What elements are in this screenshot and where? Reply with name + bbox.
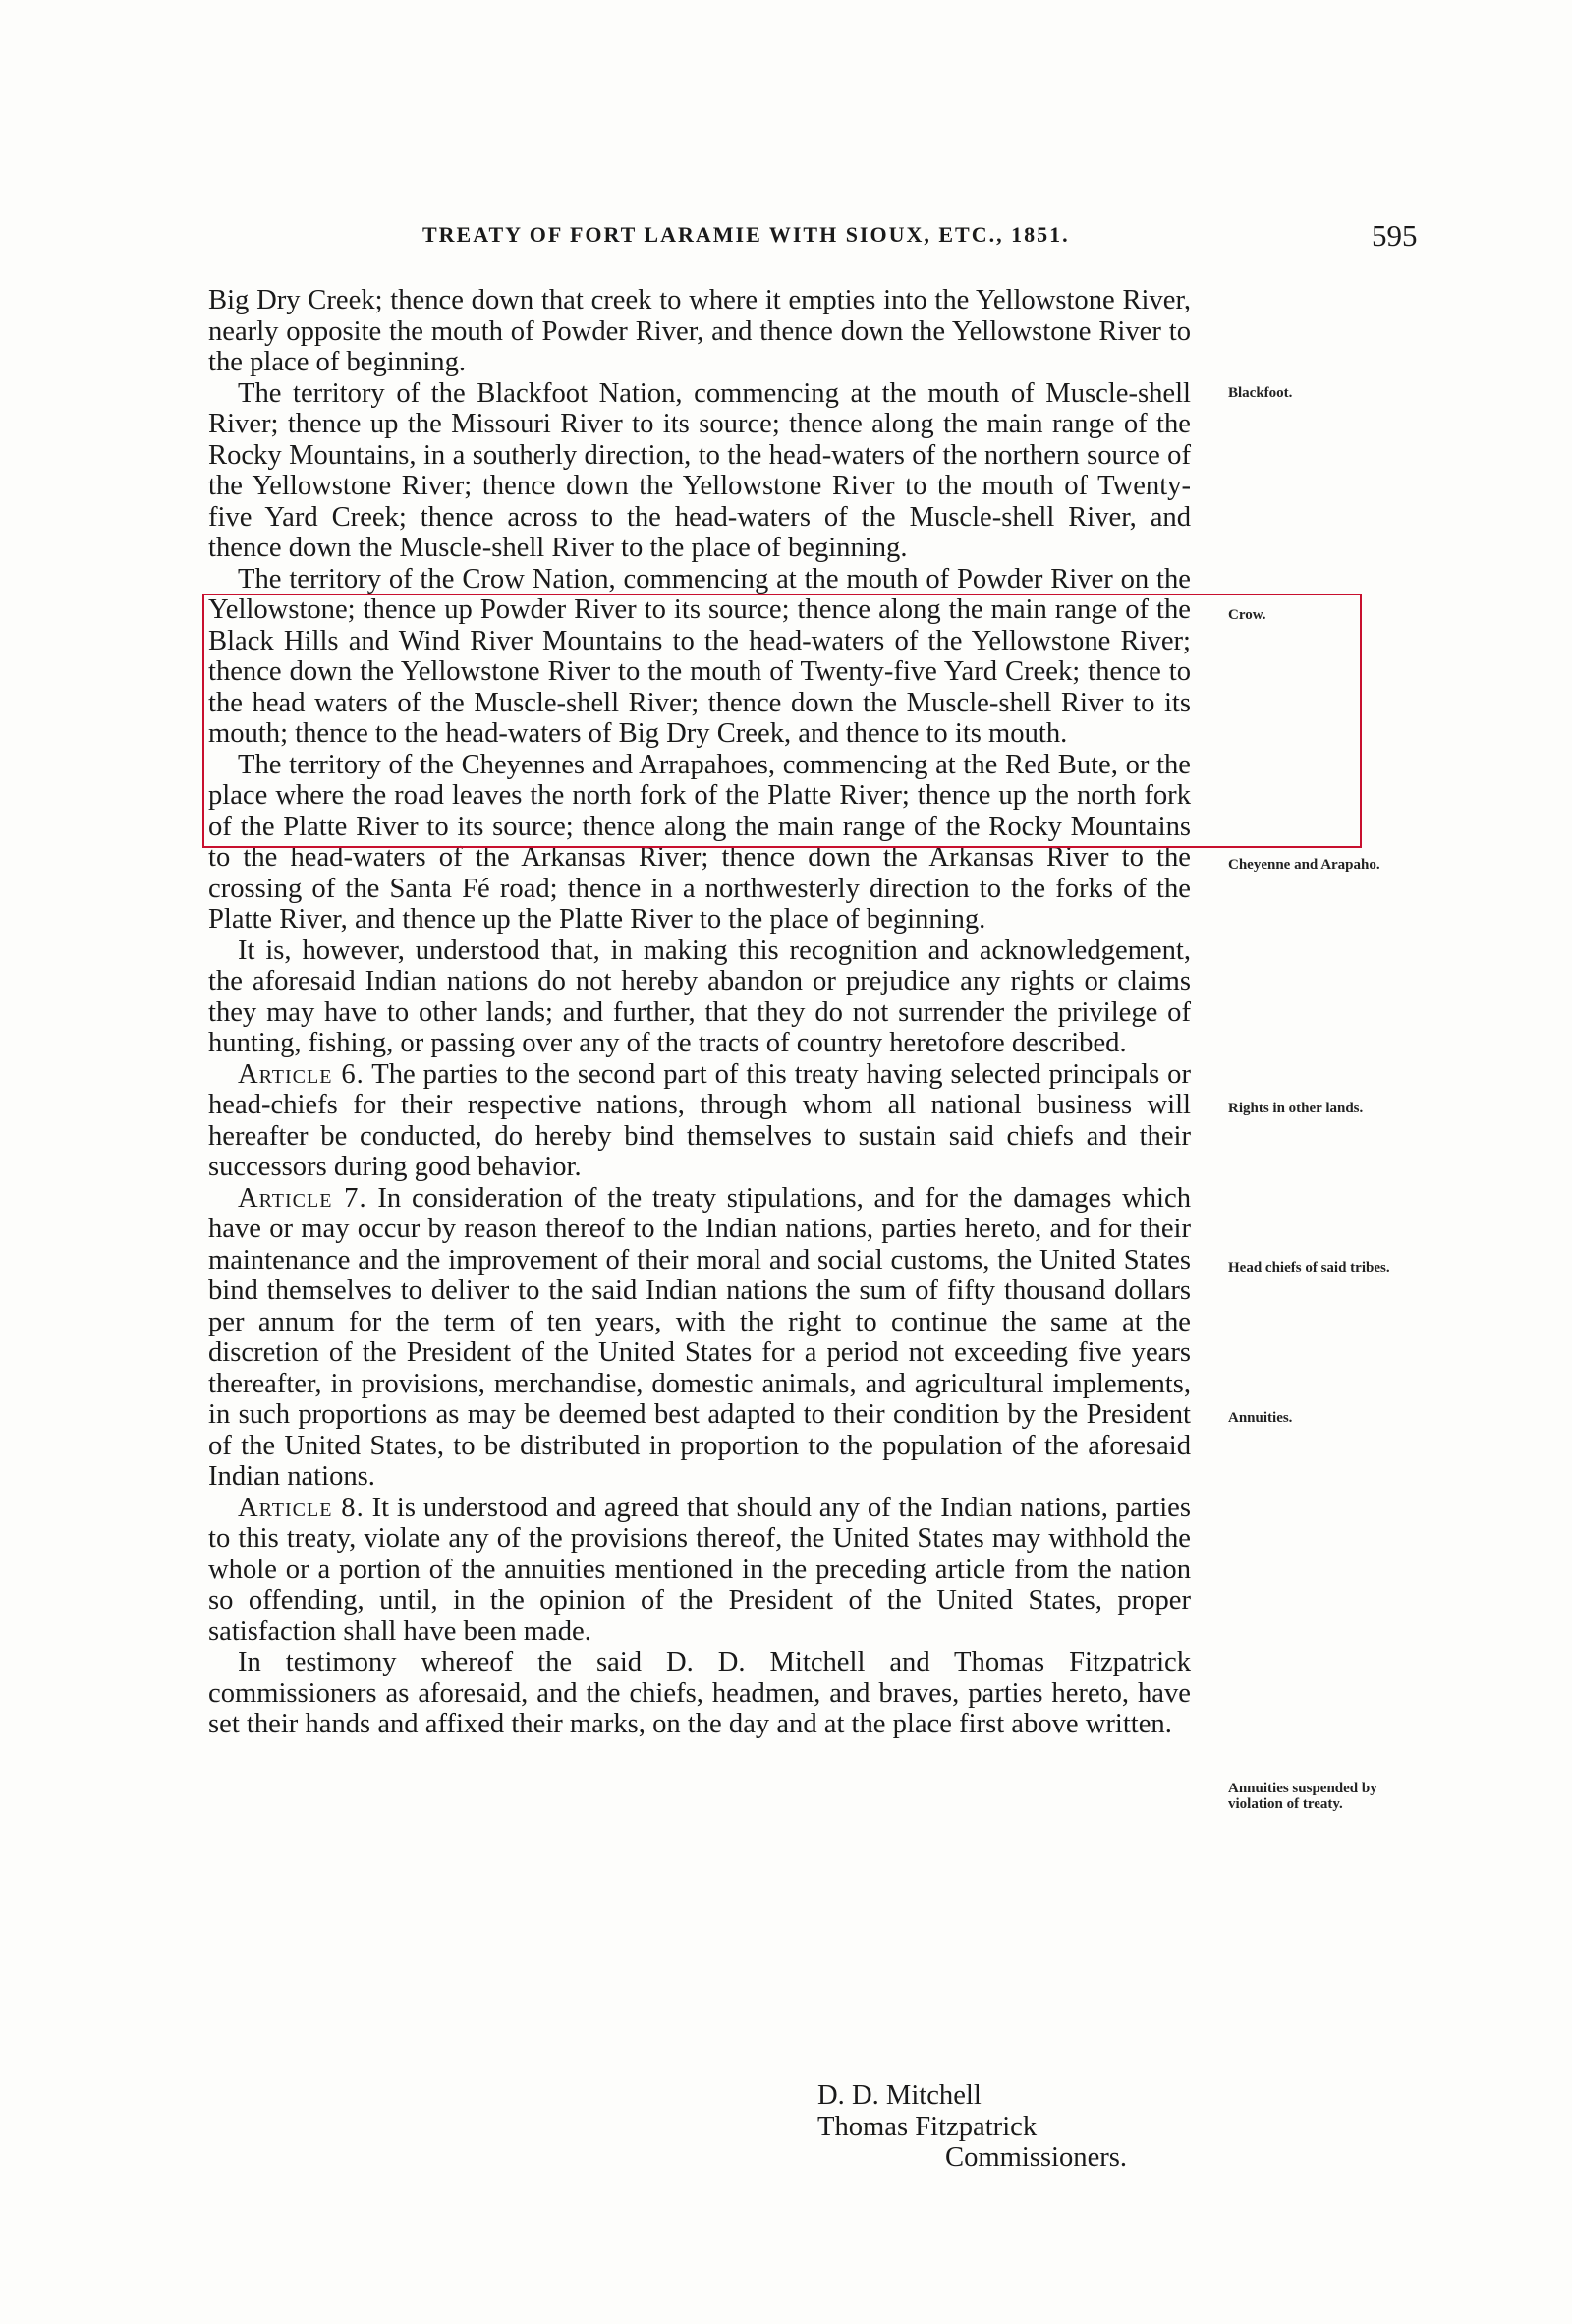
margin-note-crow: Crow. xyxy=(1228,607,1266,623)
paragraph-testimony: In testimony whereof the said D. D. Mitchell and Thomas Fitzpatrick commissioners as aforesaid, and the chiefs, headmen, and braves, parties hereto, have set their hands and affixed their marks, on the day and at the place first above written. xyxy=(208,1647,1191,1739)
article-8-label: Article 8. xyxy=(238,1492,365,1523)
paragraph-article-8 xyxy=(208,1493,1191,1648)
paragraph-rights-other-lands: It is, however, understood that, in making this recognition and acknowledgement, the aforesaid Indian nations do not hereby abandon or prejudice any rights or claims they may have to other lands; and further, that they do not surrender the privilege of hunting, fishing, or passing over any of the tracts of country heretofore described. xyxy=(208,935,1191,1058)
article-7-text: In consideration of the treaty stipulations, and for the damages which have or may occur by reason thereof to the Indian nations, parties hereto, and for their maintenance and the improvement of their moral and social customs, the United States bind themselves to deliver to the said Indian nations the sum of fifty thousand dollars per annum for the term of ten years, with the right to continue the same at the discretion of the President of the United States for a period not exceeding five years thereafter, in provisions, merchandise, domestic animals, and agricultural implements, in such proportions as may be deemed best adapted to their condition by the President of the United States, to be distributed in proportion to the population of the aforesaid Indian nations. xyxy=(208,1182,1191,1492)
article-7-label: Article 7. xyxy=(238,1182,367,1214)
signature-fitzpatrick: Thomas Fitzpatrick xyxy=(817,2111,1038,2142)
signature-role: Commissioners. xyxy=(945,2142,1128,2173)
article-6-label: Article 6. xyxy=(238,1058,365,1090)
article-6-text: The parties to the second part of this treaty having selected principals or head-chiefs for their respective nations, through whom all national business will hereafter be conducted, do hereby bind themselves to sustain said chiefs and their successors during good behavior. xyxy=(208,1058,1191,1182)
article-8-text: It is understood and agreed that should any of the Indian nations, parties to this treaty, violate any of the provisions thereof, the United States may withhold the whole or a portion of the annuities mentioned in the preceding article from the nation so offending, until, in the opinion of the President of the United States, proper satisfaction shall have been made. xyxy=(208,1492,1191,1647)
paragraph-big-dry-creek: Big Dry Creek; thence down that creek to where it empties into the Yellowstone River, nearly opposite the mouth of Powder River, and thence down the Yellowstone River to the place of beginning. xyxy=(208,285,1191,377)
paragraph-crow-territory: The territory of the Crow Nation, commencing at the mouth of Powder River on the Yellowstone; thence up Powder River to its source; thence along the main range of the Black Hills and Wind River Mountains to the head-waters of the Yellowstone River; thence down the Yellowstone River to the mouth of Twenty-five Yard Creek; thence to the head waters of the Muscle-shell River; thence down the Muscle-shell River to its mouth; thence to the head-waters of Big Dry Creek, and thence to its mouth. xyxy=(208,563,1191,749)
margin-note-annuities-suspended: Annuities suspended by violation of treaty. xyxy=(1228,1781,1377,1812)
paragraph-article-6 xyxy=(208,1059,1191,1183)
margin-note-head-chiefs: Head chiefs of said tribes. xyxy=(1228,1260,1390,1275)
margin-note-cheyenne-arapaho: Cheyenne and Arapaho. xyxy=(1228,857,1380,873)
treaty-text-column xyxy=(208,285,1191,1740)
signature-block xyxy=(817,2080,1127,2174)
margin-note-blackfoot: Blackfoot. xyxy=(1228,385,1293,401)
running-title: TREATY OF FORT LARAMIE WITH SIOUX, ETC., 1851. xyxy=(422,222,1070,247)
page-number: 595 xyxy=(1372,218,1418,253)
paragraph-article-7 xyxy=(208,1183,1191,1493)
signature-mitchell: D. D. Mitchell xyxy=(817,2080,982,2111)
margin-note-annuities: Annuities. xyxy=(1228,1410,1293,1426)
paragraph-blackfoot-territory: The territory of the Blackfoot Nation, commencing at the mouth of Muscle-shell River; thence up the Missouri River to its source; thence along the main range of the Rocky Mountains, in a southerly direction, to the head-waters of the northern source of the Yellowstone River; thence down the Yellowstone River to the mouth of Twenty-five Yard Creek; thence across to the head-waters of the Muscle-shell River, and thence down the Muscle-shell River to the place of beginning. xyxy=(208,377,1191,563)
paragraph-cheyenne-arapaho-territory: The territory of the Cheyennes and Arrapahoes, commencing at the Red Bute, or the place where the road leaves the north fork of the Platte River; thence up the north fork of the Platte River to its source; thence along the main range of the Rocky Mountains to the head-waters of the Arkansas River; thence down the Arkansas River to the crossing of the Santa Fé road; thence in a northwesterly direction to the forks of the Platte River, and thence up the Platte River to the place of beginning. xyxy=(208,749,1191,935)
margin-note-rights-other-lands: Rights in other lands. xyxy=(1228,1101,1364,1116)
